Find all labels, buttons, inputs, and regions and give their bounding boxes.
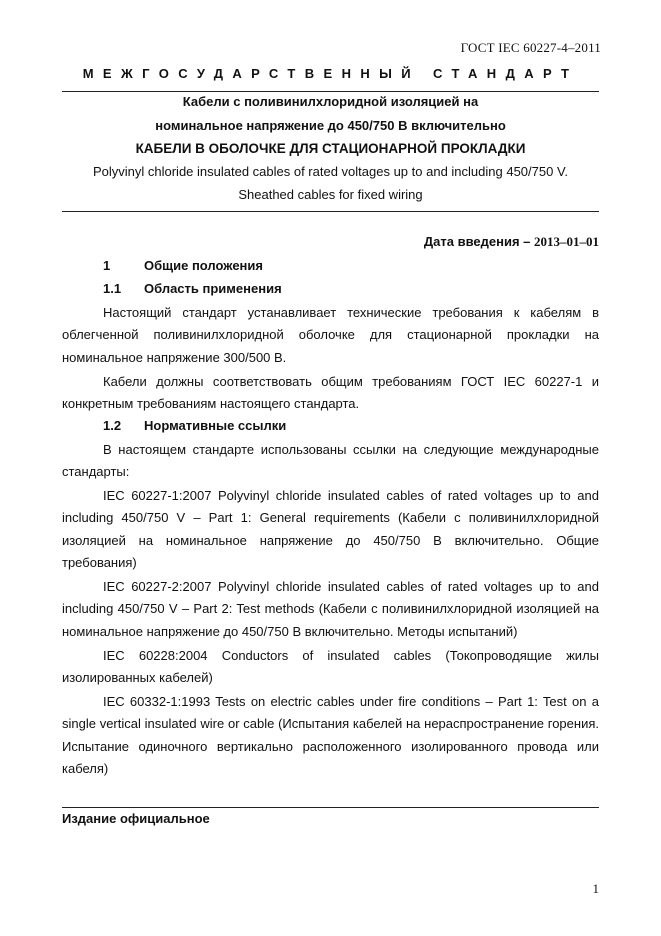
reference-iec-60332-1: IEC 60332-1:1993 Tests on electric cables under fire conditions – Part 1: Test on a single vertical insulated wire or cable (Испытания кабелей на нераспространение горения. Испытание одиночного вертикально расположенного изолированного провода или кабеля) [62, 694, 599, 777]
page-number: 1 [592, 881, 599, 896]
section-title: Нормативные ссылки [144, 418, 287, 433]
effective-date [424, 234, 599, 250]
reference-iec-60227-1: IEC 60227-1:2007 Polyvinyl chloride insulated cables of rated voltages up to and including 450/750 V – Part 1: General requirements (Кабели с поливинилхлоридной изоляцией на номинальное напряжение до 450/750 В включительно. Общие требования) [62, 488, 599, 571]
title-divider [62, 211, 599, 212]
section-number: 1.1 [103, 281, 122, 296]
reference-iec-60227-2: IEC 60227-2:2007 Polyvinyl chloride insulated cables of rated voltages up to and including 450/750 V – Part 2: Test methods (Кабели с поливинилхлоридной изоляцией на номинальное напряжение до 450/750 В включительно. Методы испытаний) [62, 579, 599, 639]
footer-divider [62, 807, 599, 808]
effective-date-label: Дата введения – [423, 234, 531, 249]
paragraph-requirements: Кабели должны соответствовать общим требованиям ГОСТ IEC 60227-1 и конкретным требованиям настоящего стандарта. [62, 374, 599, 412]
title-en-line2: Sheathed cables for fixed wiring [238, 187, 423, 202]
paragraph-references-intro: В настоящем стандарте использованы ссылки на следующие международные стандарты: [62, 442, 599, 480]
title-ru-line1: Кабели с поливинилхлоридной изоляцией на [182, 94, 479, 109]
paragraph-scope: Настоящий стандарт устанавливает технические требования к кабелям в облегченной поливинилхлоридной оболочке для стационарной прокладки на номинальное напряжение 300/500 В. [62, 305, 599, 365]
standard-type-heading: МЕЖГОСУДАРСТВЕННЫЙ СТАНДАРТ [82, 66, 579, 81]
document-code: ГОСТ IEC 60227-4–2011 [460, 40, 601, 55]
top-divider [62, 91, 599, 92]
section-number: 1.2 [103, 418, 122, 433]
official-edition-label: Издание официальное [62, 811, 210, 826]
title-ru-line2: номинальное напряжение до 450/750 В включительно [155, 118, 506, 133]
reference-iec-60228: IEC 60228:2004 Conductors of insulated cables (Токопроводящие жилы изолированных кабелей) [62, 648, 599, 686]
title-en-line1: Polyvinyl chloride insulated cables of rated voltages up to and including 450/750 V. [92, 164, 569, 179]
title-ru-line3: КАБЕЛИ В ОБОЛОЧКЕ ДЛЯ СТАЦИОНАРНОЙ ПРОКЛАДКИ [135, 141, 526, 156]
section-number: 1 [103, 258, 111, 273]
effective-date-value: 2013–01–01 [534, 234, 599, 249]
section-title: Общие положения [144, 258, 263, 273]
section-title: Область применения [144, 281, 282, 296]
